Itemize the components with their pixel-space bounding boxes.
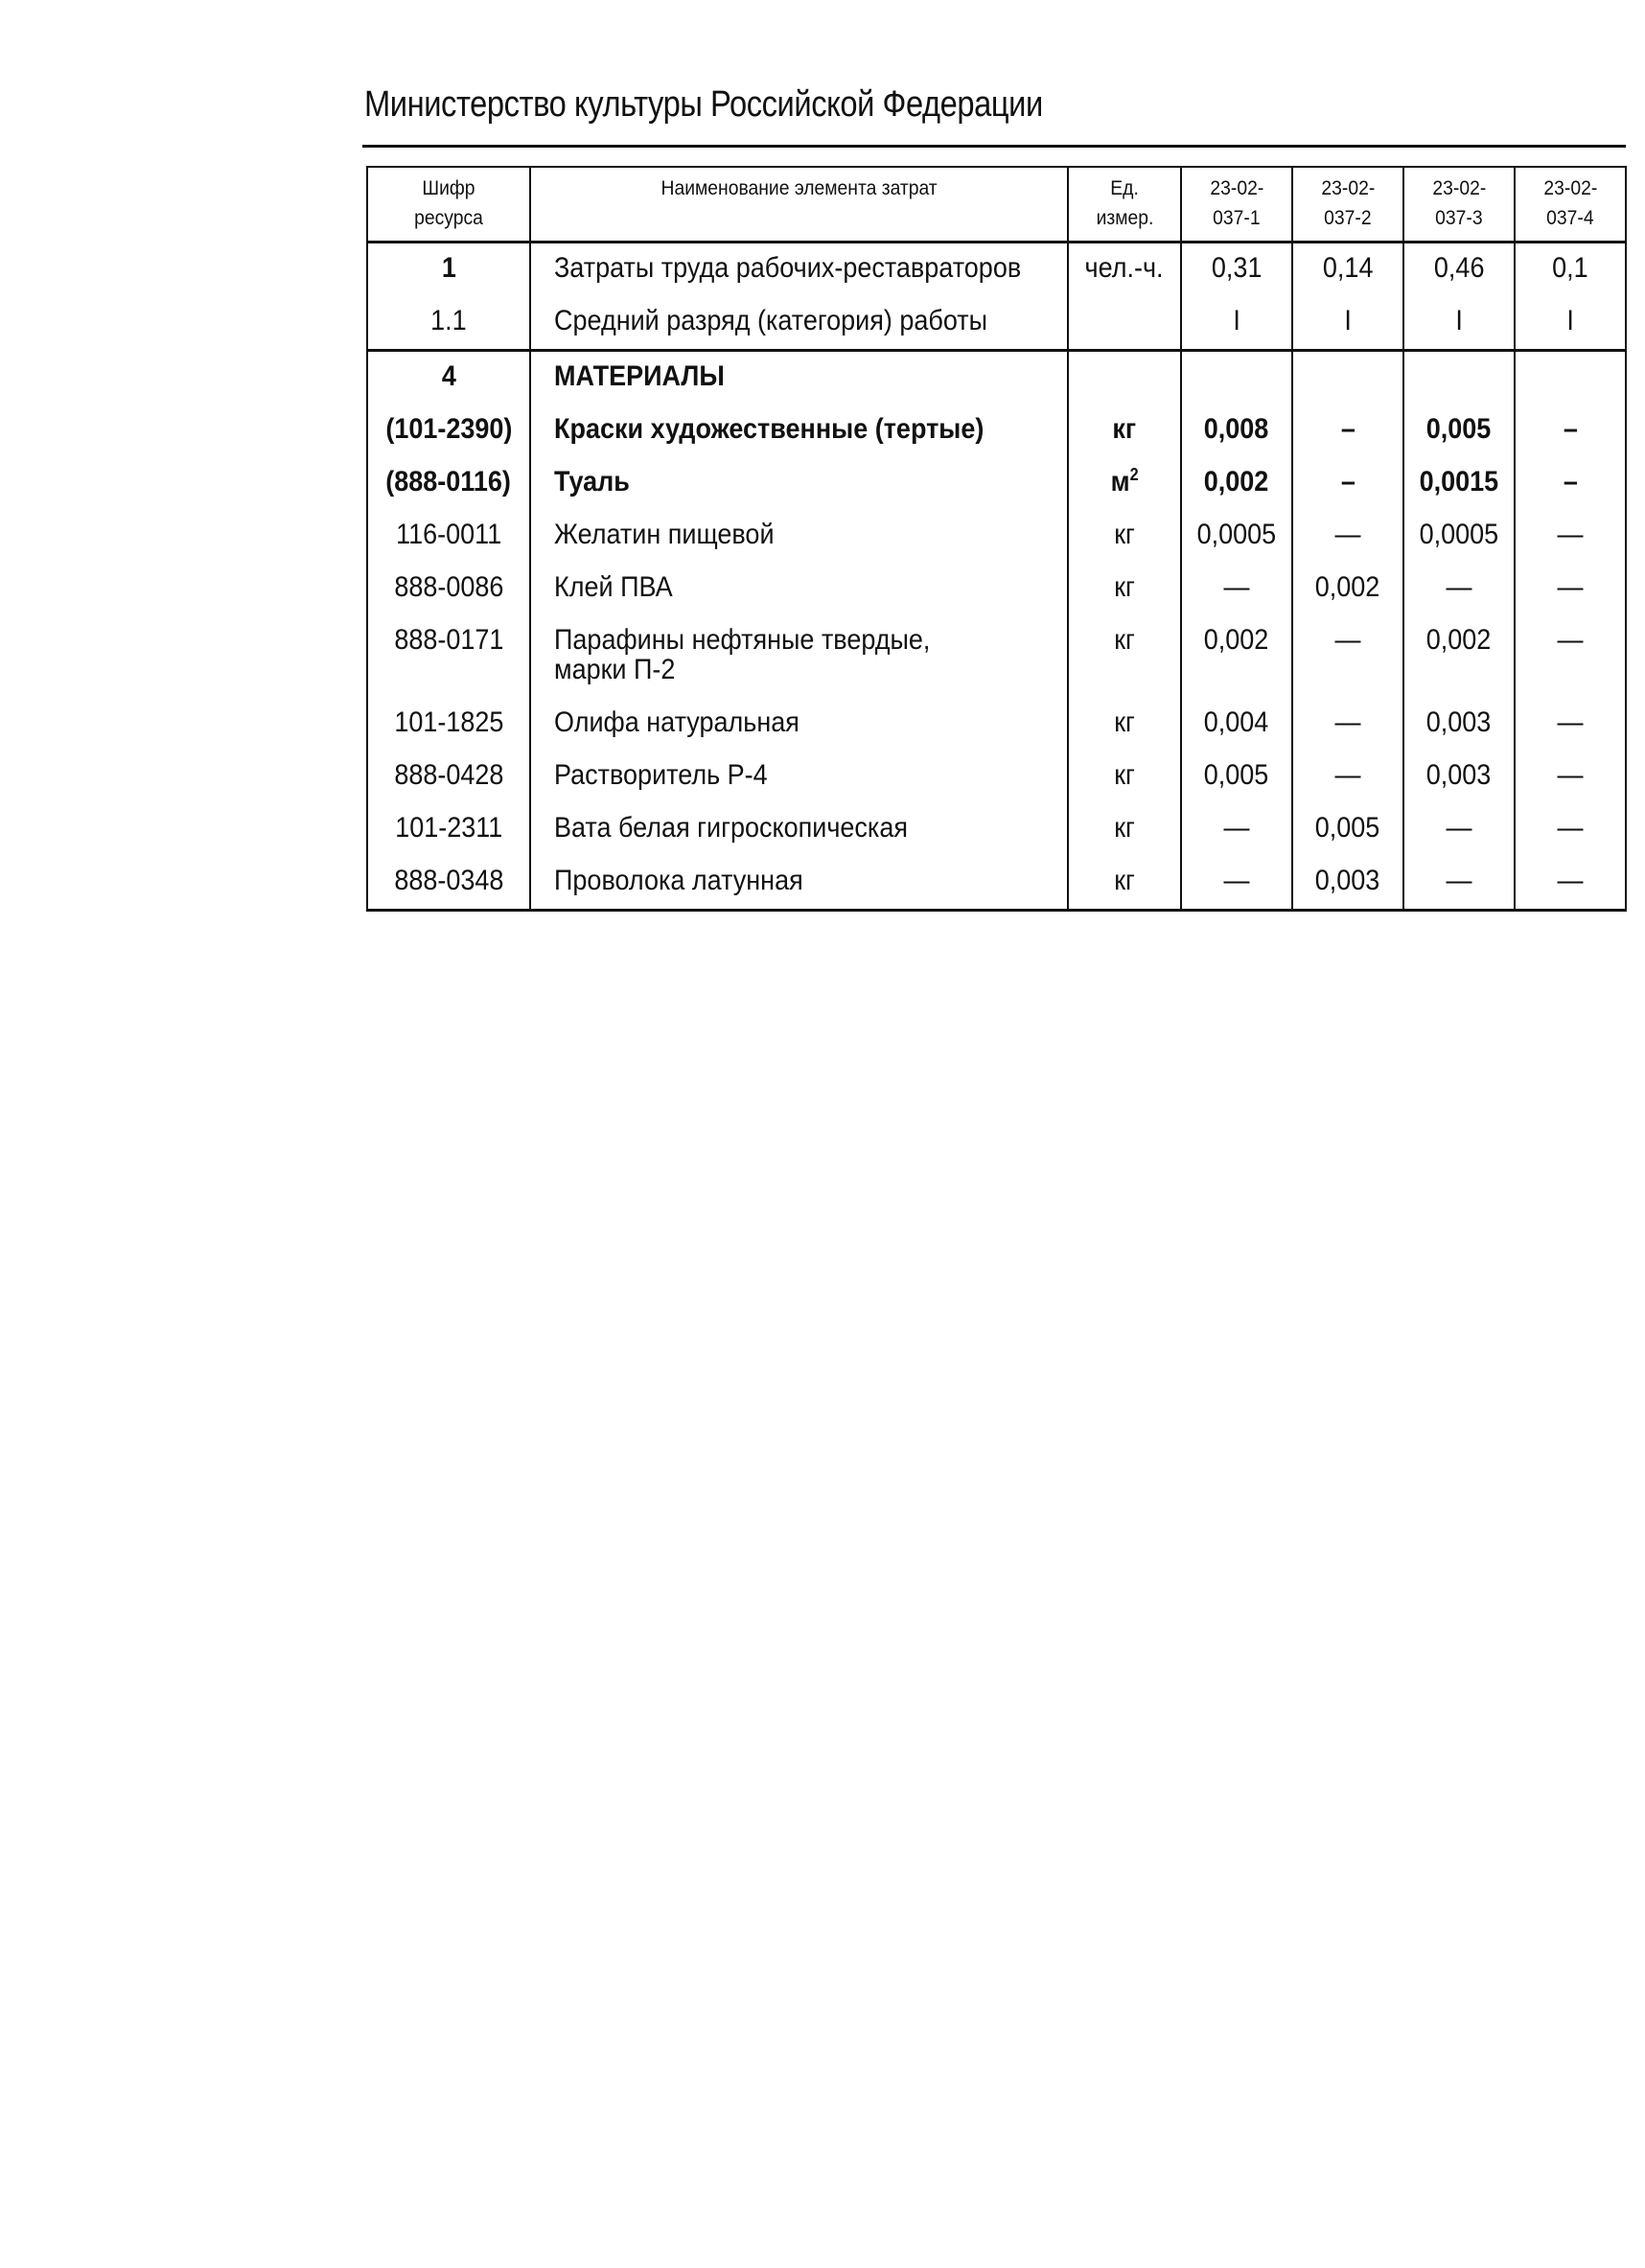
cell-v3: 0,002 — [1403, 615, 1515, 698]
cell-name: Желатин пищевой — [530, 510, 1068, 563]
cell-code: 888-0428 — [367, 751, 530, 803]
table-header — [367, 167, 1626, 243]
cell-code: (101-2390) — [367, 405, 530, 457]
cell-v1 — [1181, 351, 1292, 405]
table-row — [367, 856, 1626, 911]
cell-v3: I — [1403, 296, 1515, 351]
cell-v2: — — [1292, 510, 1403, 563]
cell-v4: — — [1515, 563, 1626, 615]
resource-table — [366, 166, 1627, 912]
header-divider — [362, 145, 1626, 148]
cell-v4: — — [1515, 803, 1626, 856]
cell-v4: 0,1 — [1515, 243, 1626, 297]
cell-v1: 0,002 — [1181, 457, 1292, 510]
cell-v2 — [1292, 351, 1403, 405]
table-row — [367, 351, 1626, 405]
cell-name: Средний разряд (категория) работы — [530, 296, 1068, 351]
cell-v4 — [1515, 351, 1626, 405]
cell-v2: 0,002 — [1292, 563, 1403, 615]
cell-v3: — — [1403, 563, 1515, 615]
cell-v4: — — [1515, 698, 1626, 751]
cell-unit: кг — [1068, 856, 1181, 911]
cell-name: Проволока латунная — [530, 856, 1068, 911]
cell-v2: 0,14 — [1292, 243, 1403, 297]
cell-code: 888-0171 — [367, 615, 530, 698]
cell-v2: – — [1292, 457, 1403, 510]
cell-v3: 0,0005 — [1403, 510, 1515, 563]
cell-unit — [1068, 351, 1181, 405]
cell-v2: — — [1292, 615, 1403, 698]
cell-v2: — — [1292, 698, 1403, 751]
cell-v4: – — [1515, 405, 1626, 457]
cell-v1: 0,004 — [1181, 698, 1292, 751]
cell-v1: 0,002 — [1181, 615, 1292, 698]
cell-name: Краски художественные (тертые) — [530, 405, 1068, 457]
cell-v2: 0,005 — [1292, 803, 1403, 856]
cell-v1: 0,008 — [1181, 405, 1292, 457]
cell-code: 4 — [367, 351, 530, 405]
table-row — [367, 615, 1626, 698]
cell-name: Затраты труда рабочих-реставраторов — [530, 243, 1068, 297]
cell-v1: I — [1181, 296, 1292, 351]
cell-v3: 0,005 — [1403, 405, 1515, 457]
page-title: Министерство культуры Российской Федерации — [364, 84, 1043, 125]
table-row — [367, 405, 1626, 457]
cell-v1: — — [1181, 856, 1292, 911]
cell-code: 101-1825 — [367, 698, 530, 751]
cell-unit: кг — [1068, 698, 1181, 751]
table-row — [367, 751, 1626, 803]
cell-v4: — — [1515, 615, 1626, 698]
header-row — [367, 167, 1626, 243]
cell-v4: — — [1515, 510, 1626, 563]
cell-v3 — [1403, 351, 1515, 405]
cell-code: 101-2311 — [367, 803, 530, 856]
cell-v3: 0,003 — [1403, 698, 1515, 751]
table-row — [367, 510, 1626, 563]
cell-v1: — — [1181, 803, 1292, 856]
cell-v1: 0,31 — [1181, 243, 1292, 297]
cell-name: Растворитель Р-4 — [530, 751, 1068, 803]
cell-v1: 0,0005 — [1181, 510, 1292, 563]
header-name: Наименование элемента затрат — [530, 167, 1068, 243]
cell-v4: — — [1515, 751, 1626, 803]
table-row — [367, 698, 1626, 751]
cell-name: Олифа натуральная — [530, 698, 1068, 751]
unit-superscript: 2 — [1129, 465, 1139, 484]
cell-v3: 0,0015 — [1403, 457, 1515, 510]
header-code: Шифр ресурса — [367, 167, 530, 243]
cell-unit: кг — [1068, 510, 1181, 563]
cell-v4: — — [1515, 856, 1626, 911]
cell-v3: — — [1403, 803, 1515, 856]
cell-v2: – — [1292, 405, 1403, 457]
header-v3: 23-02- 037-3 — [1403, 167, 1515, 243]
table-row — [367, 803, 1626, 856]
header-unit: Ед. измер. — [1068, 167, 1181, 243]
cell-unit: кг — [1068, 615, 1181, 698]
cell-code: 116-0011 — [367, 510, 530, 563]
table-row — [367, 243, 1626, 297]
cell-name: Парафины нефтяные твердые, марки П-2 — [530, 615, 1068, 698]
header-v2: 23-02- 037-2 — [1292, 167, 1403, 243]
table-row — [367, 563, 1626, 615]
cell-v2: — — [1292, 751, 1403, 803]
cell-v3: 0,003 — [1403, 751, 1515, 803]
cell-v2: I — [1292, 296, 1403, 351]
header-v1: 23-02- 037-1 — [1181, 167, 1292, 243]
cell-v1: 0,005 — [1181, 751, 1292, 803]
cell-v4: I — [1515, 296, 1626, 351]
cell-v3: — — [1403, 856, 1515, 911]
cell-unit: чел.-ч. — [1068, 243, 1181, 297]
cell-v1: — — [1181, 563, 1292, 615]
table-row — [367, 457, 1626, 510]
cell-name: Туаль — [530, 457, 1068, 510]
cell-code: 1.1 — [367, 296, 530, 351]
cell-unit: кг — [1068, 405, 1181, 457]
cell-code: 888-0086 — [367, 563, 530, 615]
cell-unit: кг — [1068, 803, 1181, 856]
cell-unit — [1068, 296, 1181, 351]
cell-unit: кг — [1068, 751, 1181, 803]
cell-code: 1 — [367, 243, 530, 297]
table-row — [367, 296, 1626, 351]
cell-v4: – — [1515, 457, 1626, 510]
table-body — [367, 243, 1626, 911]
cell-v3: 0,46 — [1403, 243, 1515, 297]
header-v4: 23-02- 037-4 — [1515, 167, 1626, 243]
cell-unit: кг — [1068, 563, 1181, 615]
resource-table-container — [366, 166, 1625, 912]
cell-name: МАТЕРИАЛЫ — [530, 351, 1068, 405]
cell-v2: 0,003 — [1292, 856, 1403, 911]
cell-name: Вата белая гигроскопическая — [530, 803, 1068, 856]
cell-name: Клей ПВА — [530, 563, 1068, 615]
cell-code: (888-0116) — [367, 457, 530, 510]
cell-code: 888-0348 — [367, 856, 530, 911]
cell-unit: $м^2$ — [1068, 457, 1181, 510]
